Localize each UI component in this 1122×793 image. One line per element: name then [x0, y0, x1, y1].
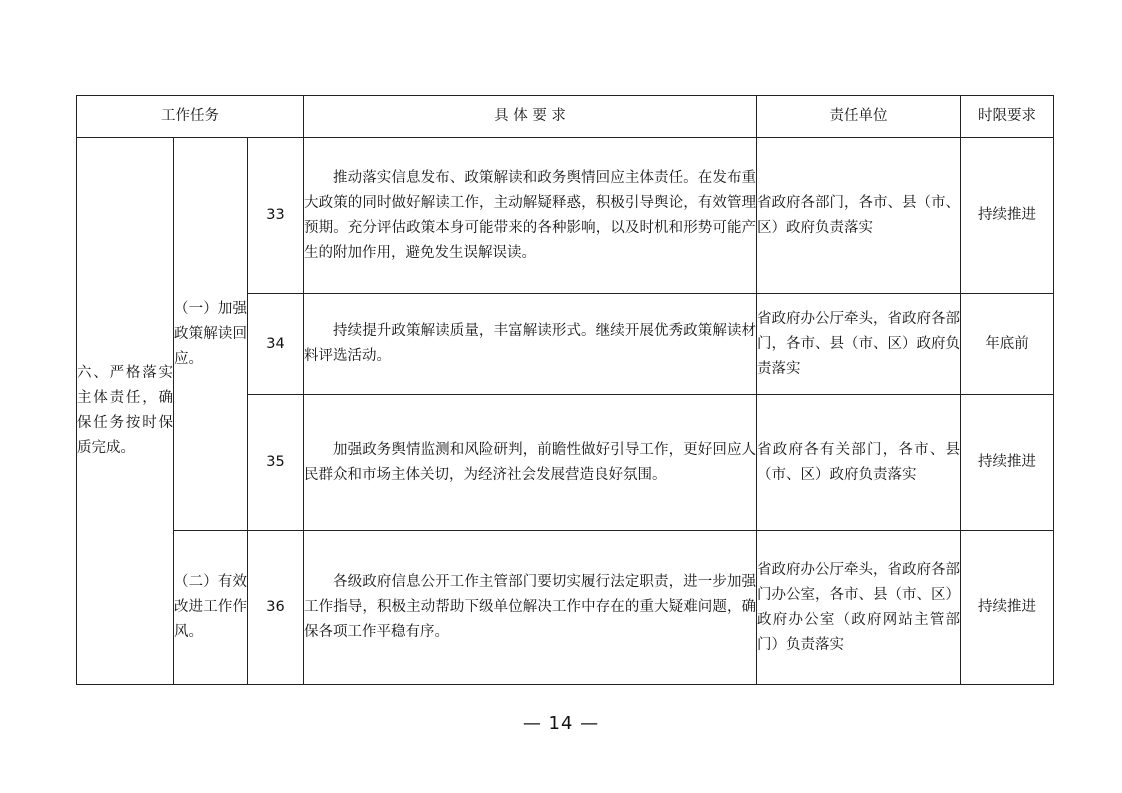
header-row — [77, 96, 1054, 138]
table-row — [77, 531, 1054, 685]
unit-cell-36: 省政府办公厅牵头，省政府各部门办公室，各市、县（市、区）政府办公室（政府网站主管部门）负责落实 — [757, 531, 961, 685]
requirement-cell-34 — [304, 294, 757, 395]
row-number-36: 36 — [248, 531, 304, 685]
header-deadline: 时限要求 — [961, 96, 1054, 138]
subtask-1-cell: （一）加强政策解读回应。 — [174, 138, 248, 531]
main-task-cell: 六、严格落实主体责任，确保任务按时保质完成。 — [77, 138, 174, 685]
unit-cell-34: 省政府办公厅牵头，省政府各部门，各市、县（市、区）政府负责落实 — [757, 294, 961, 395]
subtask-2-cell: （二）有效改进工作作风。 — [174, 531, 248, 685]
unit-cell-35: 省政府各有关部门，各市、县（市、区）政府负责落实 — [757, 395, 961, 531]
requirement-text-35: 加强政务舆情监测和风险研判，前瞻性做好引导工作，更好回应人民群众和市场主体关切，为经济社会发展营造良好氛围。 — [304, 441, 757, 483]
deadline-cell-35: 持续推进 — [961, 395, 1054, 531]
requirement-text-36: 各级政府信息公开工作主管部门要切实履行法定职责，进一步加强工作指导，积极主动帮助下级单位解决工作中存在的重大疑难问题，确保各项工作平稳有序。 — [304, 574, 757, 640]
table-row — [77, 138, 1054, 294]
requirement-cell-36 — [304, 531, 757, 685]
deadline-cell-33: 持续推进 — [961, 138, 1054, 294]
header-requirement: 具 体 要 求 — [304, 96, 757, 138]
row-number-33: 33 — [248, 138, 304, 294]
row-number-35: 35 — [248, 395, 304, 531]
header-unit: 责任单位 — [757, 96, 961, 138]
requirement-cell-33 — [304, 138, 757, 294]
row-number-34: 34 — [248, 294, 304, 395]
deadline-cell-34: 年底前 — [961, 294, 1054, 395]
header-task: 工作任务 — [77, 96, 304, 138]
requirement-text-34: 持续提升政策解读质量，丰富解读形式。继续开展优秀政策解读材料评选活动。 — [304, 323, 757, 364]
page-number: — 14 — — [522, 713, 600, 734]
requirement-text-33: 推动落实信息发布、政策解读和政务舆情回应主体责任。在发布重大政策的同时做好解读工作，主动解疑释惑，积极引导舆论，有效管理预期。充分评估政策本身可能带来的各种影响，以及时机和形势可能产生的附加作用，避免发生误解误读。 — [304, 169, 757, 261]
unit-cell-33: 省政府各部门，各市、县（市、区）政府负责落实 — [757, 138, 961, 294]
task-table — [76, 95, 1054, 685]
deadline-cell-36: 持续推进 — [961, 531, 1054, 685]
requirement-cell-35 — [304, 395, 757, 531]
